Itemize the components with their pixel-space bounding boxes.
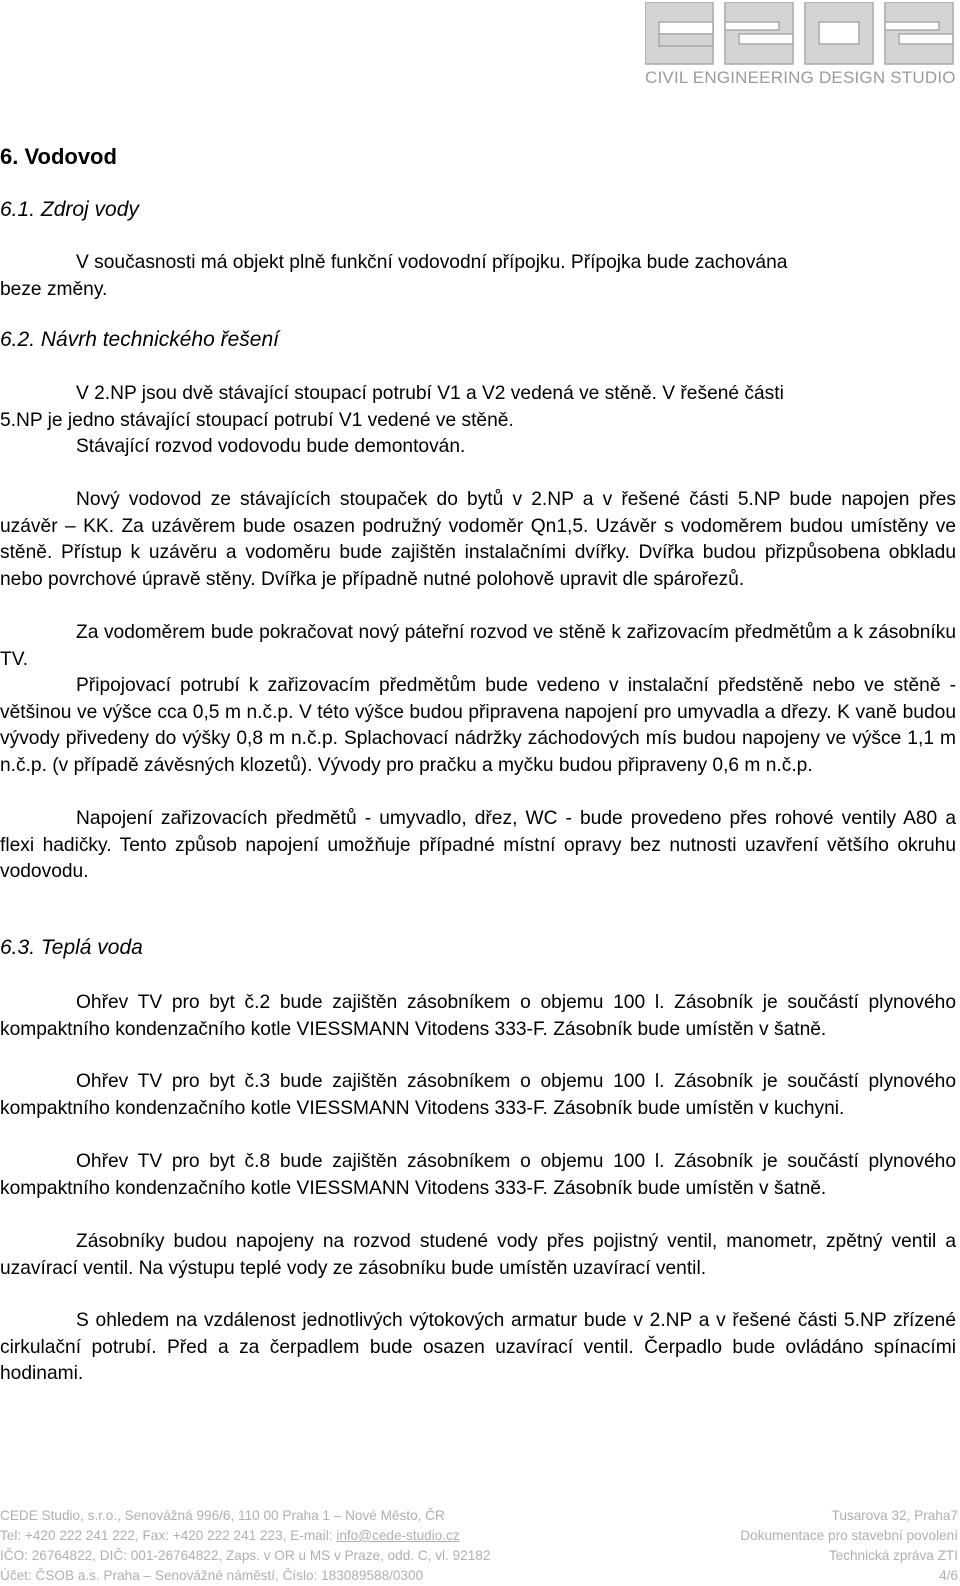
text-block: Ohřev TV pro byt č.8 bude zajištěn zásobníkem o objemu 100 l. Zásobník je součástí plynového kompaktního kondenzačního kotle VIESSMANN Vitodens 333-F. Zásobník bude umístěn v šatně. [0, 1151, 956, 1199]
paragraph-water-source [0, 250, 956, 303]
footer-row [0, 1566, 958, 1586]
footer-row [0, 1506, 958, 1526]
footer-row [0, 1546, 958, 1566]
text-line: Stávající rozvod vodovodu bude demontován. [76, 436, 466, 457]
paragraph-main-line [0, 620, 956, 673]
paragraph-flat-3 [0, 1069, 956, 1122]
paragraph-tanks [0, 1229, 956, 1282]
footer-report-name: Technická zpráva ZTI [828, 1548, 958, 1563]
text-block: Ohřev TV pro byt č.3 bude zajištěn zásobníkem o objemu 100 l. Zásobník je součástí plynového kompaktního kondenzačního kotle VIESSMANN Vitodens 333-F. Zásobník bude umístěn v kuchyni. [0, 1071, 956, 1119]
text-block: Ohřev TV pro byt č.2 bude zajištěn zásobníkem o objemu 100 l. Zásobník je součástí plynového kompaktního kondenzačního kotle VIESSMANN Vitodens 333-F. Zásobník bude umístěn v šatně. [0, 992, 956, 1040]
studio-name: CIVIL ENGINEERING DESIGN STUDIO [645, 68, 956, 87]
paragraph-connection-pipes [0, 673, 956, 779]
text-block: Zásobníky budou napojeny na rozvod studené vody přes pojistný ventil, manometr, zpětný ventil a uzavírací ventil. Na výstupu teplé vody ze zásobníku bude umístěn uzavírací ventil. [0, 1231, 956, 1279]
footer-company-address: CEDE Studio, s.r.o., Senovážná 996/6, 110 00 Praha 1 – Nové Město, ČR [0, 1508, 445, 1523]
text-block: Nový vodovod ze stávajících stoupaček do bytů v 2.NP a v řešené části 5.NP bude napojen přes uzávěr – KK. Za uzávěrem bude osazen podružný vodoměr Qn1,5. Uzávěr s vodoměrem budou umístěny ve stěně. Přístup k uzávěru a vodoměru bude zajištěn instalačními dvířky. Dvířka budou přizpůsobena obkladu nebo povrchové úpravě stěny. Dvířka je případně nutné polohově upravit dle spárořezů. [0, 489, 956, 590]
paragraph-flat-8 [0, 1149, 956, 1202]
text-block: Za vodoměrem bude pokračovat nový páteřní rozvod ve stěně k zařizovacím předmětům a k zásobníku TV. [0, 622, 956, 670]
footer-email-link[interactable]: info@cede-studio.cz [336, 1528, 460, 1543]
paragraph-circulation [0, 1308, 956, 1388]
footer-contact [0, 1526, 460, 1546]
page-footer [0, 1506, 958, 1586]
text-line: V současnosti má objekt plně funkční vodovodní přípojku. Přípojka bude zachována [76, 252, 788, 273]
footer-bank-account: Účet: ČSOB a.s. Praha – Senovážné náměstí, Číslo: 183089588/0300 [0, 1568, 424, 1583]
paragraph-existing-pipes [0, 381, 956, 461]
footer-phone-fax: Tel: +420 222 241 222, Fax: +420 222 241 223, E-mail: [0, 1528, 337, 1543]
footer-row [0, 1526, 958, 1546]
section-title: 6. Vodovod [0, 144, 117, 169]
paragraph-new-water [0, 487, 956, 593]
subsection-title-6-3: 6.3. Teplá voda [0, 936, 143, 959]
text-block: S ohledem na vzdálenost jednotlivých výtokových armatur bude v 2.NP a v řešené části 5.NP zřízené cirkulační potrubí. Před a za čerpadlem bude osazen uzavírací ventil. Čerpadlo bude ovládáno spínacími hodinami. [0, 1310, 956, 1384]
footer-site-address: Tusarova 32, Praha7 [831, 1508, 958, 1523]
text-block: Napojení zařizovacích předmětů - umyvadlo, dřez, WC - bude provedeno přes rohové ventily A80 a flexi hadičky. Tento způsob napojení umožňuje případné místní opravy bez nutnosti uzavření většího okruhu vodovodu. [0, 808, 956, 882]
footer-page-number: 4/6 [939, 1568, 958, 1583]
subsection-title-6-2: 6.2. Návrh technického řešení [0, 328, 279, 351]
footer-registration: IČO: 26764822, DIČ: 001-26764822, Zaps. v OR u MS v Praze, odd. C, vl. 92182 [0, 1548, 491, 1563]
text-line: beze změny. [0, 278, 108, 300]
text-block: Připojovací potrubí k zařizovacím předmětům bude vedeno v instalační předstěně nebo ve stěně - většinou ve výšce cca 0,5 m n.č.p. V této výšce budou připravena napojení pro umyvadla a dřezy. K vaně budou vývody přivedeny do výšky 0,8 m n.č.p. Splachovací nádržky záchodových mís budou napojeny ve výšce 1,1 m n.č.p. (v případě závěsných klozetů). Vývody pro pračku a myčku budou připraveny 0,6 m n.č.p. [0, 675, 956, 776]
text-line: V 2.NP jsou dvě stávající stoupací potrubí V1 a V2 vedená ve stěně. V řešené části [76, 383, 784, 404]
paragraph-fixtures [0, 806, 956, 886]
paragraph-flat-2 [0, 990, 956, 1043]
text-line: 5.NP je jedno stávající stoupací potrubí V1 vedené ve stěně. [0, 409, 514, 431]
footer-document-type: Dokumentace pro stavební povolení [740, 1528, 958, 1543]
subsection-title-6-1: 6.1. Zdroj vody [0, 198, 139, 221]
